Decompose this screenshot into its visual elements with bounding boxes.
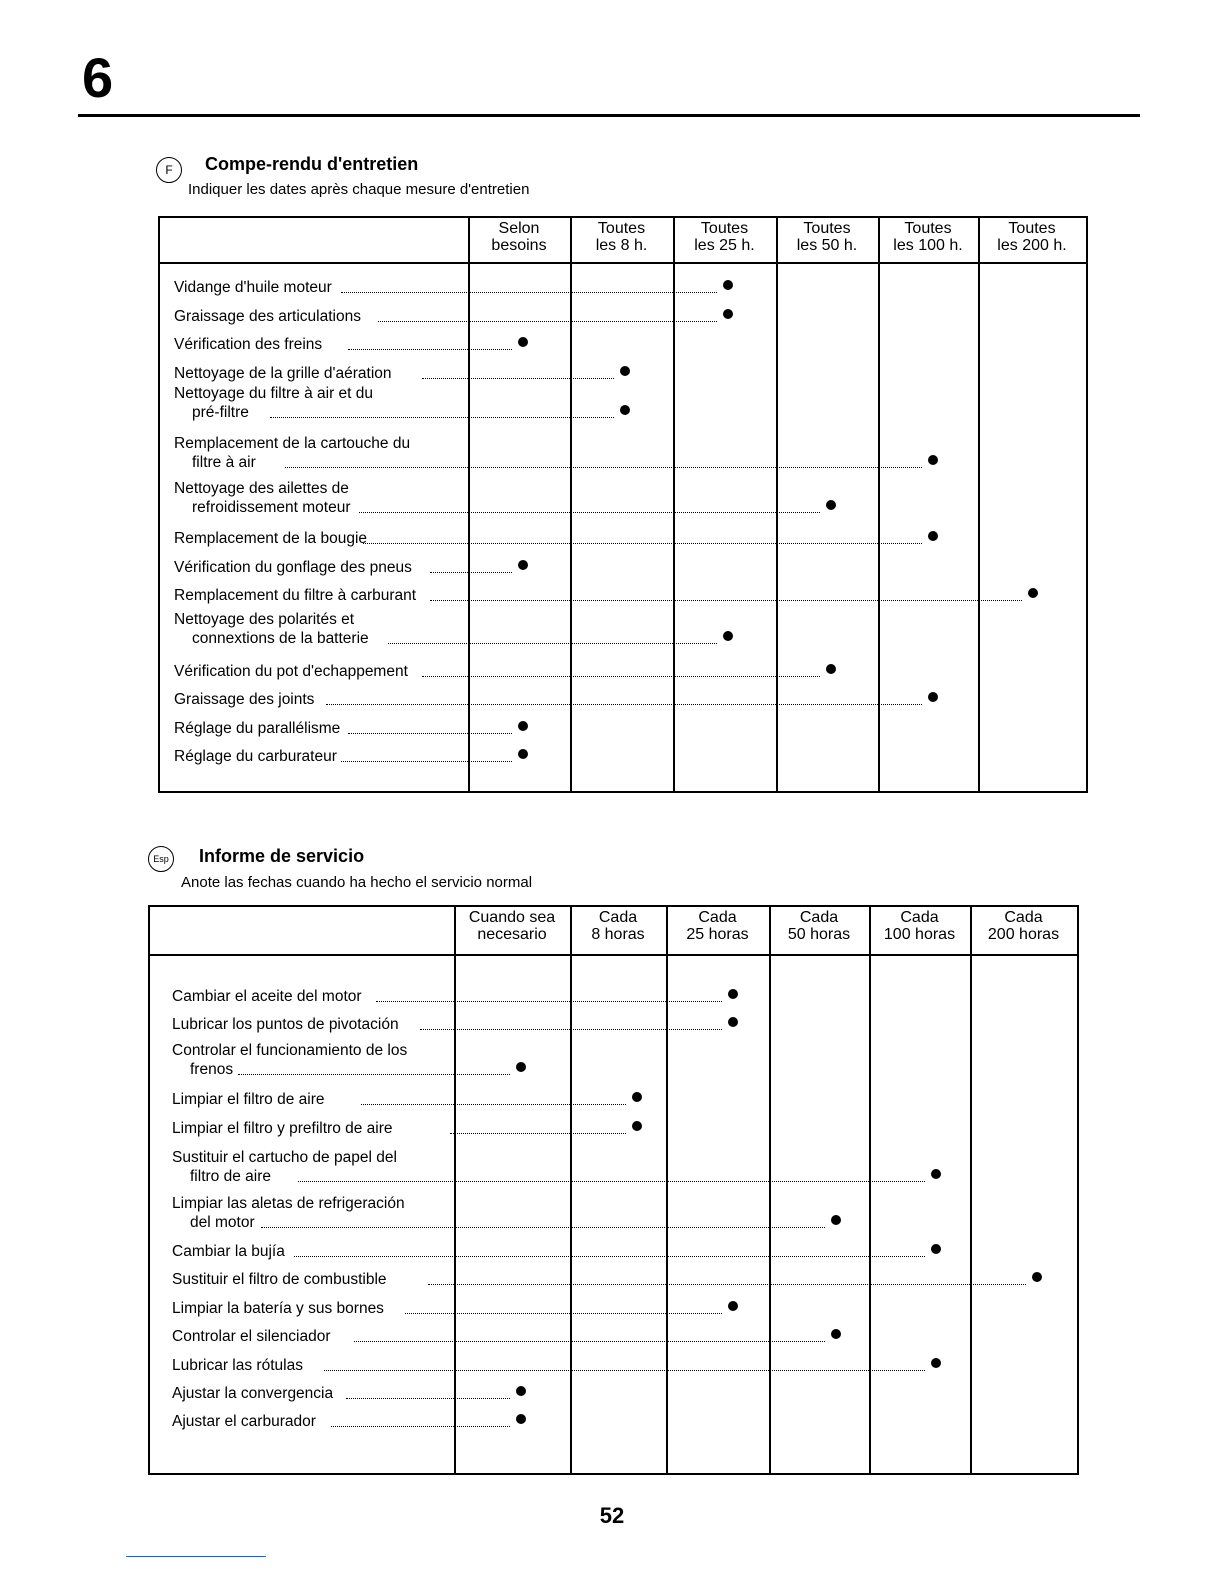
column-header: [666, 909, 769, 943]
row-label-line: Vérification du gonflage des pneus: [174, 559, 412, 576]
column-header: [869, 909, 970, 943]
row-label: [172, 1242, 285, 1261]
interval-marker: [831, 1215, 841, 1225]
row-label: [174, 529, 367, 548]
row-label: [174, 690, 314, 709]
dotted-leader: [430, 572, 512, 573]
interval-marker: [931, 1358, 941, 1368]
column-divider: [570, 218, 572, 791]
dotted-leader: [341, 761, 512, 762]
row-label-line: Nettoyage de la grille d'aération: [174, 365, 392, 382]
row-label-line: filtre à air: [192, 454, 256, 471]
spanish-section-subtitle: Anote las fechas cuando ha hecho el servicio normal: [181, 874, 533, 891]
column-divider: [869, 907, 871, 1473]
column-header-line: Cada: [1004, 909, 1043, 926]
row-label-line: Nettoyage du filtre à air et du: [174, 385, 374, 402]
row-label-line: Vérification des freins: [174, 336, 323, 353]
column-divider: [666, 907, 668, 1473]
column-header-line: les 8 h.: [595, 237, 648, 254]
column-divider: [776, 218, 778, 791]
row-label-line: Lubricar las rótulas: [172, 1357, 303, 1374]
interval-marker: [620, 405, 630, 415]
column-divider: [468, 218, 470, 791]
interval-marker: [723, 280, 733, 290]
interval-marker: [728, 1301, 738, 1311]
row-label: [172, 1119, 393, 1138]
interval-marker: [516, 1062, 526, 1072]
dotted-leader: [376, 1001, 722, 1002]
french-maintenance-table: [158, 216, 1088, 793]
interval-marker: [1028, 588, 1038, 598]
dotted-leader: [420, 1029, 722, 1030]
row-label: [174, 747, 337, 766]
row-label: [174, 558, 412, 577]
dotted-leader: [261, 1227, 825, 1228]
row-label: [172, 1327, 331, 1346]
dotted-leader: [294, 1256, 925, 1257]
interval-marker: [728, 1017, 738, 1027]
row-label-line: connextions de la batterie: [192, 630, 369, 647]
column-divider: [570, 907, 572, 1473]
column-header-line: Cuando sea: [468, 909, 556, 926]
row-label-line: Graissage des articulations: [174, 308, 361, 325]
row-label: [174, 278, 332, 297]
column-header-line: Toutes: [700, 220, 749, 237]
column-header-line: Selon: [498, 220, 540, 237]
row-label: [172, 987, 362, 1006]
dotted-leader: [238, 1074, 510, 1075]
column-divider: [454, 907, 456, 1473]
column-header-line: besoins: [491, 237, 547, 254]
dotted-leader: [422, 676, 820, 677]
row-label-line: Nettoyage des ailettes de: [174, 480, 349, 497]
row-label-line: Limpiar el filtro y prefiltro de aire: [172, 1120, 393, 1137]
interval-marker: [518, 721, 528, 731]
column-divider: [769, 907, 771, 1473]
column-header: [570, 909, 666, 943]
row-label: [174, 610, 369, 648]
row-label-line: Ajustar el carburador: [172, 1413, 316, 1430]
column-header-line: les 100 h.: [893, 237, 963, 254]
row-label-line: Controlar el funcionamiento de los: [172, 1042, 408, 1059]
row-label: [172, 1015, 399, 1034]
row-label-line: Remplacement de la cartouche du: [174, 435, 411, 452]
column-header: [454, 909, 570, 943]
row-label: [174, 586, 416, 605]
dotted-leader: [422, 378, 614, 379]
row-label: [174, 479, 351, 517]
dotted-leader: [388, 643, 717, 644]
interval-marker: [516, 1414, 526, 1424]
column-divider: [978, 218, 980, 791]
interval-marker: [831, 1329, 841, 1339]
row-label-line: Limpiar las aletas de refrigeración: [172, 1195, 405, 1212]
row-label-line: pré-filtre: [192, 404, 249, 421]
dotted-leader: [341, 292, 717, 293]
interval-marker: [928, 692, 938, 702]
interval-marker: [1032, 1272, 1042, 1282]
dotted-leader: [430, 600, 1022, 601]
column-header-line: les 25 h.: [694, 237, 755, 254]
column-header-line: 200 horas: [987, 926, 1060, 943]
row-label-line: Remplacement du filtre à carburant: [174, 587, 417, 604]
spanish-maintenance-table: [148, 905, 1079, 1475]
row-label-line: Sustituir el cartucho de papel del: [172, 1149, 397, 1166]
column-header: [570, 220, 673, 254]
column-header-line: Toutes: [904, 220, 952, 237]
row-label: [174, 307, 361, 326]
dotted-leader: [285, 467, 922, 468]
interval-marker: [518, 560, 528, 570]
column-header-line: les 200 h.: [997, 237, 1067, 254]
dotted-leader: [326, 704, 922, 705]
column-header: [769, 909, 869, 943]
column-header: [970, 909, 1077, 943]
row-label: [174, 719, 340, 738]
header-divider: [160, 262, 1086, 264]
row-label-line: Ajustar la convergencia: [172, 1385, 334, 1402]
column-header: [878, 220, 978, 254]
interval-marker: [931, 1169, 941, 1179]
interval-marker: [516, 1386, 526, 1396]
chapter-number: 6: [82, 46, 114, 109]
dotted-leader: [359, 512, 820, 513]
column-header-line: Toutes: [1008, 220, 1056, 237]
dotted-leader: [270, 417, 614, 418]
row-label-line: Vidange d'huile moteur: [174, 279, 332, 296]
interval-marker: [728, 989, 738, 999]
column-header-line: 50 horas: [787, 926, 851, 943]
spanish-language-icon: Esp: [148, 846, 174, 872]
dotted-leader: [405, 1313, 722, 1314]
column-divider: [878, 218, 880, 791]
dotted-leader: [363, 543, 922, 544]
column-divider: [970, 907, 972, 1473]
row-label: [172, 1270, 387, 1289]
row-label-line: Limpiar el filtro de aire: [172, 1091, 325, 1108]
row-label-line: Cambiar el aceite del motor: [172, 988, 362, 1005]
french-section-subtitle: Indiquer les dates après chaque mesure d'entretien: [188, 181, 530, 198]
french-language-icon: F: [156, 157, 182, 183]
footer-link-line: [126, 1556, 266, 1557]
interval-marker: [826, 664, 836, 674]
row-label-line: Cambiar la bujía: [172, 1243, 285, 1260]
column-header-line: 25 horas: [686, 926, 749, 943]
column-header-line: necesario: [477, 926, 547, 943]
row-label-line: Controlar el silenciador: [172, 1328, 331, 1345]
row-label-line: Lubricar los puntos de pivotación: [172, 1016, 399, 1033]
row-label-line: Réglage du parallélisme: [174, 720, 341, 737]
spanish-section-title: Informe de servicio: [199, 846, 365, 866]
row-label-line: Nettoyage des polarités et: [174, 611, 355, 628]
row-label-line: del motor: [190, 1214, 255, 1231]
row-label: [174, 335, 322, 354]
row-label-line: Limpiar la batería y sus bornes: [172, 1300, 384, 1317]
row-label-line: frenos: [190, 1061, 234, 1078]
interval-marker: [928, 531, 938, 541]
dotted-leader: [361, 1104, 626, 1105]
row-label-line: Graissage des joints: [174, 691, 315, 708]
column-header-line: Cada: [900, 909, 939, 926]
row-label: [172, 1356, 303, 1375]
interval-marker: [632, 1121, 642, 1131]
row-label: [172, 1090, 324, 1109]
column-header: [673, 220, 776, 254]
interval-marker: [826, 500, 836, 510]
row-label-line: filtro de aire: [190, 1168, 271, 1185]
dotted-leader: [348, 349, 512, 350]
dotted-leader: [450, 1133, 626, 1134]
dotted-leader: [354, 1341, 825, 1342]
interval-marker: [723, 631, 733, 641]
row-label: [174, 364, 392, 383]
column-header-line: Cada: [799, 909, 839, 926]
column-header-line: les 50 h.: [796, 237, 858, 254]
column-header-line: Toutes: [597, 220, 646, 237]
row-label-line: Remplacement de la bougie: [174, 530, 368, 547]
dotted-leader: [346, 1398, 510, 1399]
column-header: [776, 220, 878, 254]
row-label: [172, 1384, 333, 1403]
row-label: [172, 1299, 384, 1318]
interval-marker: [723, 309, 733, 319]
interval-marker: [518, 749, 528, 759]
column-header-line: Cada: [698, 909, 737, 926]
dotted-leader: [348, 733, 512, 734]
row-label-line: refroidissement moteur: [192, 499, 351, 516]
row-label: [174, 662, 408, 681]
row-label: [172, 1412, 316, 1431]
header-rule: [78, 114, 1140, 117]
header-divider: [150, 954, 1077, 956]
interval-marker: [928, 455, 938, 465]
french-section-title: Compe-rendu d'entretien: [205, 154, 419, 174]
column-header: [978, 220, 1086, 254]
row-label-line: Sustituir el filtro de combustible: [172, 1271, 387, 1288]
column-divider: [673, 218, 675, 791]
dotted-leader: [378, 321, 717, 322]
column-header-line: Toutes: [803, 220, 851, 237]
dotted-leader: [298, 1181, 925, 1182]
column-header: [468, 220, 570, 254]
interval-marker: [931, 1244, 941, 1254]
page-number: 52: [599, 1503, 625, 1528]
row-label-line: Vérification du pot d'echappement: [174, 663, 408, 680]
dotted-leader: [428, 1284, 1026, 1285]
row-label-line: Réglage du carburateur: [174, 748, 337, 765]
dotted-leader: [331, 1426, 510, 1427]
dotted-leader: [324, 1370, 925, 1371]
column-header-line: 100 horas: [883, 926, 956, 943]
column-header-line: 8 horas: [591, 926, 645, 943]
interval-marker: [620, 366, 630, 376]
column-header-line: Cada: [598, 909, 638, 926]
interval-marker: [632, 1092, 642, 1102]
interval-marker: [518, 337, 528, 347]
